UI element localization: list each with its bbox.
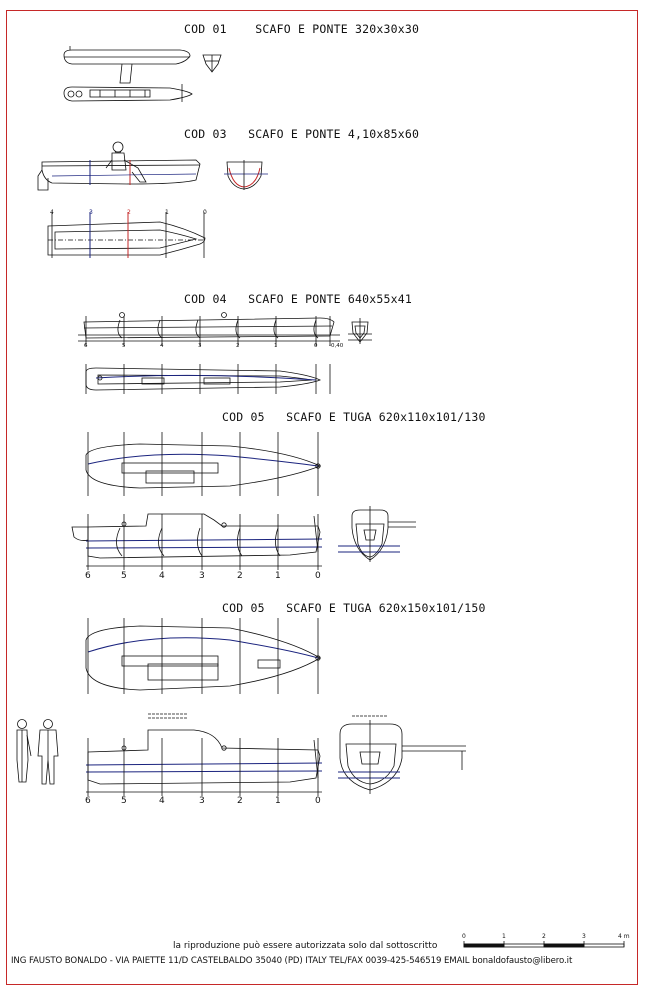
- title-cod05a: COD 05 SCAFO E TUGA 620x110x101/130: [222, 410, 486, 424]
- cod05b-plan: [86, 618, 320, 694]
- cod05a-plan: [86, 432, 320, 496]
- cod05a-section: [338, 506, 416, 562]
- human-figures: [17, 720, 58, 785]
- reproduction-note: la riproduzione può essere autorizzata solo dal sottoscritto: [173, 941, 438, 951]
- cod04-section: [348, 318, 372, 344]
- station-label-cod04: 5: [122, 343, 126, 349]
- station-label-cod05a: 5: [121, 571, 127, 581]
- station-label-cod03: 0: [203, 209, 207, 216]
- cod05b-section: [338, 716, 466, 794]
- cod03-plan: [48, 212, 205, 258]
- station-label-cod05a: 2: [237, 571, 243, 581]
- scale-bar: [464, 941, 624, 947]
- scale-tick-label: 2: [542, 933, 546, 940]
- title-cod04: COD 04 SCAFO E PONTE 640x55x41: [184, 292, 412, 306]
- cod05b-profile: [86, 714, 322, 796]
- scale-tick-label: 3: [582, 933, 586, 940]
- station-label-cod05a: 1: [275, 571, 281, 581]
- cod04-plan: [86, 364, 330, 394]
- station-label-cod05a: 6: [85, 571, 91, 581]
- scale-tick-label: 4 m: [618, 933, 630, 940]
- station-label-cod05a: 4: [159, 571, 165, 581]
- cod04-profile: [78, 313, 340, 347]
- scale-tick-label: 1: [502, 933, 506, 940]
- station-label-cod04: 6: [84, 343, 88, 349]
- cod03-section: [224, 160, 268, 190]
- station-label-cod04: -0,40: [329, 343, 344, 349]
- cod01-plan: [64, 84, 192, 102]
- station-label-cod05a: 3: [199, 571, 205, 581]
- station-label-cod04: 3: [198, 343, 202, 349]
- cod03-profile: [38, 142, 200, 190]
- cod01-section: [203, 55, 221, 72]
- cod01-profile: [64, 46, 190, 83]
- station-label-cod05b: 3: [199, 796, 205, 806]
- station-label-cod05b: 5: [121, 796, 127, 806]
- title-cod05b: COD 05 SCAFO E TUGA 620x150x101/150: [222, 601, 486, 615]
- station-label-cod03: 1: [165, 209, 169, 216]
- station-label-cod05b: 1: [275, 796, 281, 806]
- author-address: ING FAUSTO BONALDO - VIA PAIETTE 11/D CASTELBALDO 35040 (PD) ITALY TEL/FAX 0039-425-546519 EMAIL bonaldofausto@libero.it: [11, 956, 573, 966]
- station-label-cod04: 4: [160, 343, 164, 349]
- station-label-cod04: 1: [274, 343, 278, 349]
- title-cod03: COD 03 SCAFO E PONTE 4,10x85x60: [184, 127, 420, 141]
- station-label-cod05b: 4: [159, 796, 165, 806]
- station-label-cod03: 3: [89, 209, 93, 216]
- station-label-cod05b: 6: [85, 796, 91, 806]
- station-label-cod05a: 0: [315, 571, 321, 581]
- station-label-cod04: 2: [236, 343, 240, 349]
- station-label-cod04: 0: [314, 343, 318, 349]
- station-label-cod03: 4: [50, 209, 54, 216]
- station-label-cod05b: 0: [315, 796, 321, 806]
- cod05a-profile: [72, 514, 322, 570]
- title-cod01: COD 01 SCAFO E PONTE 320x30x30: [184, 22, 420, 36]
- station-label-cod03: 2: [127, 209, 131, 216]
- scale-tick-label: 0: [462, 933, 466, 940]
- station-label-cod05b: 2: [237, 796, 243, 806]
